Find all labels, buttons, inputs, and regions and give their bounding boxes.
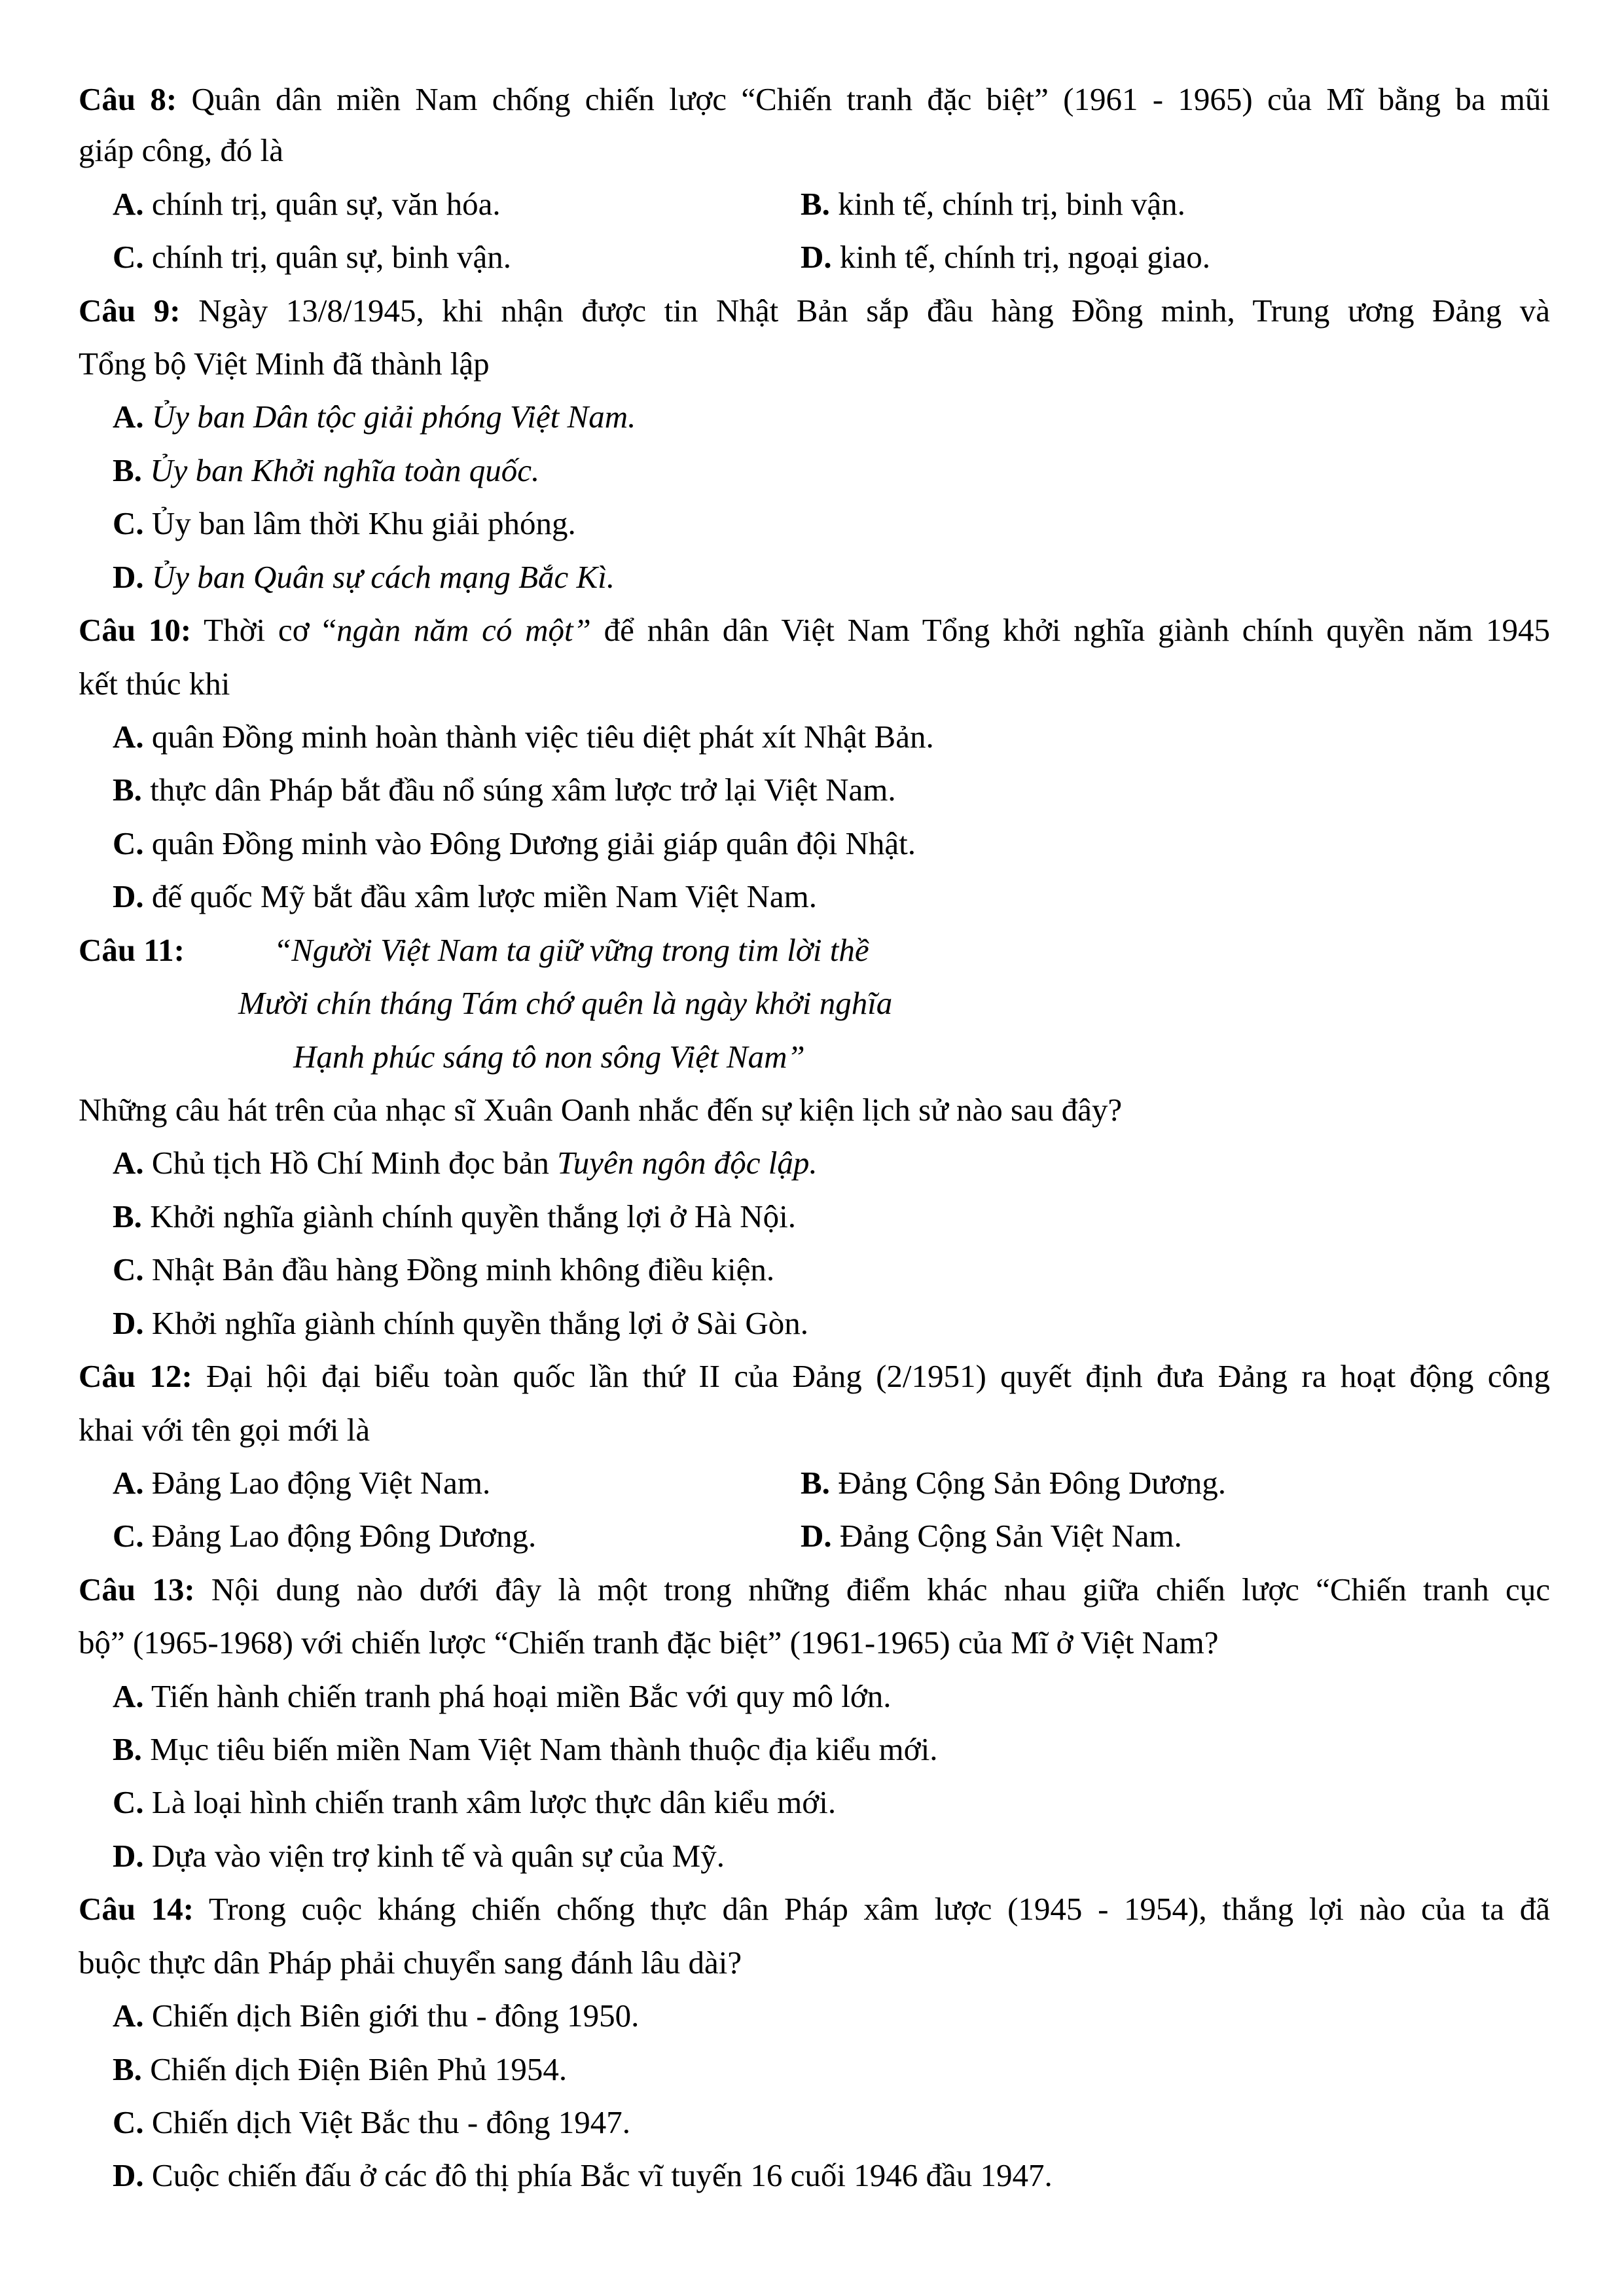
question-13-stem-cont: bộ” (1965-1968) với chiến lược “Chiến tranh đặc biệt” (1961-1965) của Mĩ ở Việt Nam? [79, 1624, 1219, 1660]
question-11-option-c: C. Nhật Bản đầu hàng Đồng minh không điều kiện. [113, 1251, 775, 1287]
question-10-option-a: A. quân Đồng minh hoàn thành việc tiêu diệt phát xít Nhật Bản. [113, 719, 934, 755]
question-10-option-b: B. thực dân Pháp bắt đầu nổ súng xâm lược trở lại Việt Nam. [113, 772, 896, 808]
question-8-stem-cont: giáp công, đó là [79, 132, 283, 168]
question-10-option-d: D. đế quốc Mỹ bắt đầu xâm lược miền Nam Việt Nam. [113, 878, 818, 914]
question-9-label: Câu 9: [79, 293, 181, 329]
question-13-option-a: A. Tiến hành chiến tranh phá hoại miền Bắc với quy mô lớn. [113, 1678, 892, 1714]
question-8-option-c: C. chính trị, quân sự, binh vận. [113, 239, 512, 275]
question-9-option-b: B. Ủy ban Khởi nghĩa toàn quốc. [113, 452, 540, 488]
question-9-stem-cont: Tổng bộ Việt Minh đã thành lập [79, 346, 490, 382]
question-14-option-c: C. Chiến dịch Việt Bắc thu - đông 1947. [113, 2104, 630, 2140]
question-14-option-b: B. Chiến dịch Điện Biên Phủ 1954. [113, 2051, 568, 2087]
question-10-label: Câu 10: [79, 612, 192, 648]
question-13-label: Câu 13: [79, 1571, 195, 1607]
question-11-label: Câu 11: [79, 932, 185, 968]
question-14-stem: Câu 14: Trong cuộc kháng chiến chống thực dân Pháp xâm lược (1945 - 1954), thắng lợi nào của ta đã [79, 1891, 1550, 1927]
question-11-option-b: B. Khởi nghĩa giành chính quyền thắng lợi ở Hà Nội. [113, 1198, 796, 1234]
question-10-stem: Câu 10: Thời cơ “ngàn năm có một” để nhân dân Việt Nam Tổng khởi nghĩa giành chính quyền năm 1945 [79, 612, 1550, 648]
question-12-option-d: D. Đảng Cộng Sản Việt Nam. [801, 1518, 1182, 1554]
question-11-poem-line-2: Mười chín tháng Tám chớ quên là ngày khởi nghĩa [238, 985, 893, 1021]
question-11-stem: Những câu hát trên của nhạc sĩ Xuân Oanh nhắc đến sự kiện lịch sử nào sau đây? [79, 1092, 1123, 1128]
question-12-stem-cont: khai với tên gọi mới là [79, 1412, 370, 1448]
question-10-option-c: C. quân Đồng minh vào Đông Dương giải giáp quân đội Nhật. [113, 825, 916, 861]
question-8-option-a: A. chính trị, quân sự, văn hóa. [113, 186, 501, 222]
question-12-option-c: C. Đảng Lao động Đông Dương. [113, 1518, 537, 1554]
question-11-option-d: D. Khởi nghĩa giành chính quyền thắng lợi ở Sài Gòn. [113, 1305, 809, 1341]
question-9-stem: Câu 9: Ngày 13/8/1945, khi nhận được tin Nhật Bản sắp đầu hàng Đồng minh, Trung ương Đảng và [79, 293, 1550, 329]
question-8-stem: Câu 8: Quân dân miền Nam chống chiến lược “Chiến tranh đặc biệt” (1961 - 1965) của Mĩ bằng ba mũi [79, 81, 1550, 117]
question-14-option-d: D. Cuộc chiến đấu ở các đô thị phía Bắc vĩ tuyến 16 cuối 1946 đầu 1947. [113, 2157, 1053, 2193]
question-9-option-a: A. Ủy ban Dân tộc giải phóng Việt Nam. [113, 399, 636, 435]
question-13-option-b: B. Mục tiêu biến miền Nam Việt Nam thành thuộc địa kiểu mới. [113, 1731, 938, 1767]
question-10-stem-cont: kết thúc khi [79, 666, 230, 702]
question-8-option-b: B. kinh tế, chính trị, binh vận. [801, 186, 1185, 222]
question-13-option-c: C. Là loại hình chiến tranh xâm lược thực dân kiểu mới. [113, 1784, 837, 1820]
question-11-option-a: A. Chủ tịch Hồ Chí Minh đọc bản Tuyên ngôn độc lập. [113, 1145, 818, 1181]
question-8-option-d: D. kinh tế, chính trị, ngoại giao. [801, 239, 1210, 275]
question-11-poem-line-3: Hạnh phúc sáng tô non sông Việt Nam” [293, 1039, 805, 1075]
question-14-stem-cont: buộc thực dân Pháp phải chuyển sang đánh lâu dài? [79, 1945, 742, 1981]
question-14-option-a: A. Chiến dịch Biên giới thu - đông 1950. [113, 1998, 640, 2034]
question-12-label: Câu 12: [79, 1358, 192, 1394]
question-13-stem: Câu 13: Nội dung nào dưới đây là một trong những điểm khác nhau giữa chiến lược “Chiến tranh cục [79, 1571, 1550, 1607]
question-13-option-d: D. Dựa vào viện trợ kinh tế và quân sự của Mỹ. [113, 1838, 725, 1874]
question-12-option-b: B. Đảng Cộng Sản Đông Dương. [801, 1465, 1226, 1501]
question-9-option-c: C. Ủy ban lâm thời Khu giải phóng. [113, 505, 576, 541]
question-11-poem-line-1: “Người Việt Nam ta giữ vững trong tim lời thề [274, 932, 869, 968]
question-14-label: Câu 14: [79, 1891, 194, 1927]
question-8-label: Câu 8: [79, 81, 177, 117]
question-9-option-d: D. Ủy ban Quân sự cách mạng Bắc Kì. [113, 559, 615, 595]
question-12-option-a: A. Đảng Lao động Việt Nam. [113, 1465, 491, 1501]
question-12-stem: Câu 12: Đại hội đại biểu toàn quốc lần thứ II của Đảng (2/1951) quyết định đưa Đảng ra hoạt động công [79, 1358, 1550, 1394]
